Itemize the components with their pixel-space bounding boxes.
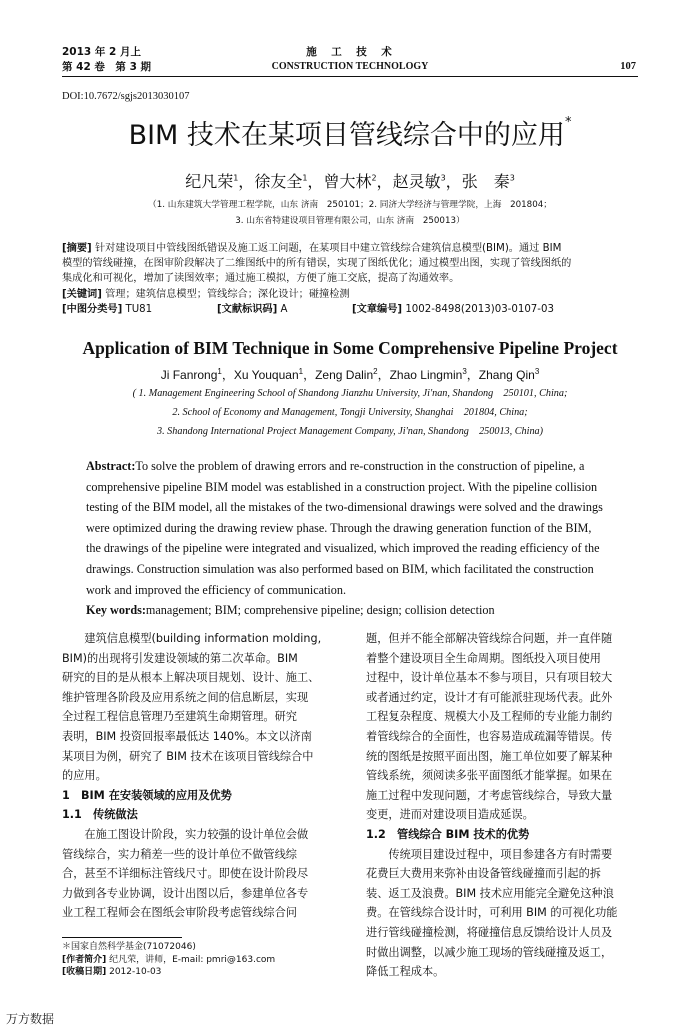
section-heading-1-1: 1.1 传统做法 bbox=[62, 808, 138, 822]
keywords-en: Key words:management; BIM; comprehensive pipeline; design; collision detection bbox=[86, 603, 495, 618]
abstract-cn-line: 集成化和可视化，增加了读图效率；通过施工模拟，方便了施工交底，提高了沟通效率。 bbox=[62, 273, 460, 285]
keywords-cn-label: [关键词] bbox=[62, 288, 102, 300]
header-page-number: 107 bbox=[620, 61, 636, 72]
affiliation-cn-line-1: （1. 山东建筑大学管理工程学院，山东 济南 250101；2. 同济大学经济与管理学院，上海 201804； bbox=[148, 200, 552, 210]
authors-en bbox=[60, 366, 640, 384]
cn-author-name: 赵灵敏 bbox=[392, 172, 441, 191]
cn-author-separator: ， bbox=[307, 172, 324, 191]
en-author-separator: ， bbox=[466, 368, 479, 382]
abstract-en-label: Abstract: bbox=[86, 459, 136, 473]
body-line: 费。在管线综合设计时，可利用 BIM 的可视化功能 bbox=[366, 906, 618, 920]
en-author-name: Zeng Dalin bbox=[315, 368, 374, 382]
cn-author-affil-mark: 2 bbox=[371, 173, 377, 183]
abstract-en-line: comprehensive pipeline BIM model was established in a construction project. With the pipeline collision bbox=[86, 479, 598, 494]
en-author-affil-mark: 2 bbox=[373, 367, 378, 376]
abstract-en bbox=[86, 456, 638, 621]
footnote-fund: ＊国家自然科学基金(71072046) bbox=[62, 942, 196, 952]
abstract-cn-line: [摘要] 针对建设项目中管线图纸错误及施工返工问题，在某项目中建立管线综合建筑信息模型(BIM)。通过 BIM bbox=[62, 243, 562, 254]
en-author-affil-mark: 1 bbox=[298, 367, 304, 376]
abstract-cn-label: [摘要] bbox=[62, 243, 92, 254]
cn-author-name: 曾大林 bbox=[323, 172, 372, 191]
body-line: 建筑信息模型(building information molding, bbox=[62, 632, 322, 645]
body-line: 时做出调整，以减少施工现场的管线碰撞及返工， bbox=[366, 945, 613, 959]
body-line: 维护管理各阶段及应用系统之间的信息断层，实现 bbox=[62, 690, 309, 704]
cn-author-affil-mark: 3 bbox=[509, 173, 515, 183]
body-line: 过程中，设计单位基本不参与项目，只有项目较大 bbox=[366, 671, 613, 685]
body-right-column bbox=[366, 629, 641, 982]
cn-author-separator: ， bbox=[238, 172, 255, 191]
body-line: 的应用。 bbox=[62, 769, 107, 783]
header-rule bbox=[62, 76, 638, 77]
article-number: [文章编号] 1002-8498(2013)03-0107-03 bbox=[352, 303, 554, 315]
keywords-cn: [关键词] 管理；建筑信息模型；管线综合；深化设计；碰撞检测 bbox=[62, 288, 350, 300]
title-en: Application of BIM Technique in Some Comprehensive Pipeline Project bbox=[82, 338, 618, 358]
body-left-column bbox=[62, 629, 342, 923]
abstract-cn bbox=[62, 241, 638, 317]
body-line: 全过程工程信息管理乃至建筑生命期管理。研究 bbox=[62, 710, 297, 724]
section-heading-1: 1 BIM 在安装领域的应用及优势 bbox=[62, 788, 232, 802]
header-volume: 第 42 卷 第 3 期 bbox=[62, 61, 152, 73]
body-line: 花费巨大费用来弥补由设备管线碰撞而引起的拆 bbox=[366, 867, 601, 881]
body-line: 传统项目建设过程中，项目参建各方有时需要 bbox=[366, 847, 613, 861]
body-line: 管线系统，须阅读多张平面图纸才能掌握。如果在 bbox=[366, 769, 613, 783]
body-line: 装、返工及浪费。BIM 技术应用能完全避免这种浪 bbox=[366, 886, 614, 900]
doc-code: [文献标识码] A bbox=[217, 303, 288, 315]
affiliation-cn-line-2: 3. 山东省特建设项目管理有限公司，山东 济南 250013） bbox=[235, 216, 465, 226]
affiliation-en-line-3: 3. Shandong International Project Management Company, Ji'nan, Shandong 250013, China) bbox=[156, 426, 544, 437]
abstract-en-line: were optimized during the drawing review phase. Through the drawing generation function of the BIM, bbox=[86, 520, 592, 535]
title-cn-text: BIM 技术在某项目管线综合中的应用 bbox=[128, 120, 565, 151]
cn-author-affil-mark: 3 bbox=[440, 173, 446, 183]
en-author-separator: ， bbox=[303, 368, 316, 382]
body-line: 统的图纸是按照平面出图，施工单位如要了解某种 bbox=[366, 749, 613, 763]
cn-author-separator: ， bbox=[376, 172, 393, 191]
cn-author-name: 纪凡荣 bbox=[185, 172, 234, 191]
body-line: 力做到各专业协调，设计出图以后，参建单位各专 bbox=[62, 886, 309, 900]
en-author-name: Zhao Lingmin bbox=[389, 368, 463, 382]
en-author-name: Xu Youquan bbox=[233, 368, 299, 382]
doi: DOI:10.7672/sgjs2013030107 bbox=[62, 91, 190, 102]
classification-line bbox=[62, 302, 638, 317]
cn-author-name: 张 秦 bbox=[461, 172, 510, 191]
en-author-affil-mark: 1 bbox=[217, 367, 222, 376]
cn-author-separator: ， bbox=[445, 172, 462, 191]
body-line: 在施工图设计阶段，实力较强的设计单位会做 bbox=[62, 827, 309, 841]
clc: [中图分类号] TU81 bbox=[62, 303, 153, 315]
body-line: 着管线综合的全面性，也容易造成疏漏等错误。传 bbox=[366, 729, 613, 743]
body-line: 着整个建设项目全生命周期。图纸投入项目使用 bbox=[366, 651, 601, 665]
keywords-en-label: Key words: bbox=[86, 603, 146, 618]
body-line: 施工过程中发现问题，才考虑管线综合，导致大量 bbox=[366, 788, 613, 802]
abstract-cn-line: 模型的管线碰撞，在图审阶段解决了二维图纸中的所有错误，实现了图纸优化；通过模型出图，实现了管线图纸的 bbox=[62, 258, 572, 270]
authors-cn bbox=[60, 171, 640, 193]
abstract-en-line: Abstract:To solve the problem of drawing errors and re-construction in the construction of pipeline, a bbox=[86, 459, 585, 473]
abstract-en-line: testing of the BIM model, all the mistakes of the two-dimensional drawings were solved and the drawings bbox=[86, 500, 603, 515]
body-line: 研究的目的是从根本上解决项目规划、设计、施工、 bbox=[62, 671, 320, 685]
abstract-en-line: work and improved the efficiency of communication. bbox=[86, 582, 347, 597]
section-heading-1-2: 1.2 管线综合 BIM 技术的优势 bbox=[366, 827, 530, 841]
body-line: 合，甚至不详细标注管线尺寸。即使在设计阶段尽 bbox=[62, 867, 309, 881]
body-line: 表明，BIM 投资回报率最低达 140%。本文以济南 bbox=[62, 729, 312, 743]
footnote-received: [收稿日期] 2012-10-03 bbox=[62, 967, 162, 977]
title-footnote-mark: * bbox=[564, 115, 572, 130]
affiliation-en-line-1: ( 1. Management Engineering School of Shandong Jianzhu University, Ji'nan, Shandong 250101, China; bbox=[132, 388, 568, 399]
en-author-separator: ， bbox=[221, 368, 234, 382]
abstract-en-line: drawings. Construction simulation was also performed based on BIM, which facilitated the construction bbox=[86, 561, 594, 576]
body-line: BIM)的出现将引发建设领域的第二次革命。BIM bbox=[62, 651, 298, 665]
en-author-affil-mark: 3 bbox=[534, 367, 540, 376]
body-line: 降低工程成本。 bbox=[366, 965, 445, 979]
header-journal-en: CONSTRUCTION TECHNOLOGY bbox=[271, 61, 429, 72]
cn-author-name: 徐友全 bbox=[254, 172, 303, 191]
cn-author-affil-mark: 1 bbox=[233, 173, 239, 183]
header-date: 2013 年 2 月上 bbox=[62, 46, 141, 58]
body-line: 工程复杂程度、规模大小及工程师的专业能力制约 bbox=[366, 710, 613, 724]
footnote-author: [作者简介] 纪凡荣，讲师，E-mail: pmri@163.com bbox=[62, 954, 276, 965]
affiliation-en-line-2: 2. School of Economy and Management, Tongji University, Shanghai 201804, China; bbox=[172, 407, 528, 418]
title-cn bbox=[60, 115, 640, 153]
en-author-name: Ji Fanrong bbox=[160, 368, 218, 382]
abstract-en-line: the drawings of the pipeline were integrated and visualized, which improved the reading efficiency of the bbox=[86, 541, 600, 556]
cn-author-affil-mark: 1 bbox=[302, 173, 308, 183]
en-author-name: Zhang Qin bbox=[478, 368, 535, 382]
body-line: 题，但并不能全部解决管线综合问题，并一直伴随 bbox=[366, 632, 613, 645]
footnote-rule bbox=[62, 937, 182, 938]
en-author-separator: ， bbox=[377, 368, 390, 382]
body-line: 进行管线碰撞检测，将碰撞信息反馈给设计人员及 bbox=[366, 925, 613, 939]
watermark: 万方数据 bbox=[6, 1012, 55, 1026]
header-journal-cn: 施 工 技 术 bbox=[306, 46, 394, 58]
en-author-affil-mark: 3 bbox=[462, 367, 467, 376]
body-line: 管线综合，实力稍差一些的设计单位不做管线综 bbox=[62, 847, 297, 861]
body-line: 业工程工程师会在图纸会审阶段考虑管线综合问 bbox=[62, 906, 297, 920]
footnotes bbox=[62, 941, 275, 979]
body-line: 或者通过约定，设计才有可能派驻现场代表。此外 bbox=[366, 690, 613, 704]
body-line: 某项目为例，研究了 BIM 技术在该项目管线综合中 bbox=[62, 749, 314, 763]
body-line: 变更，进而对建设项目造成延误。 bbox=[366, 808, 534, 822]
